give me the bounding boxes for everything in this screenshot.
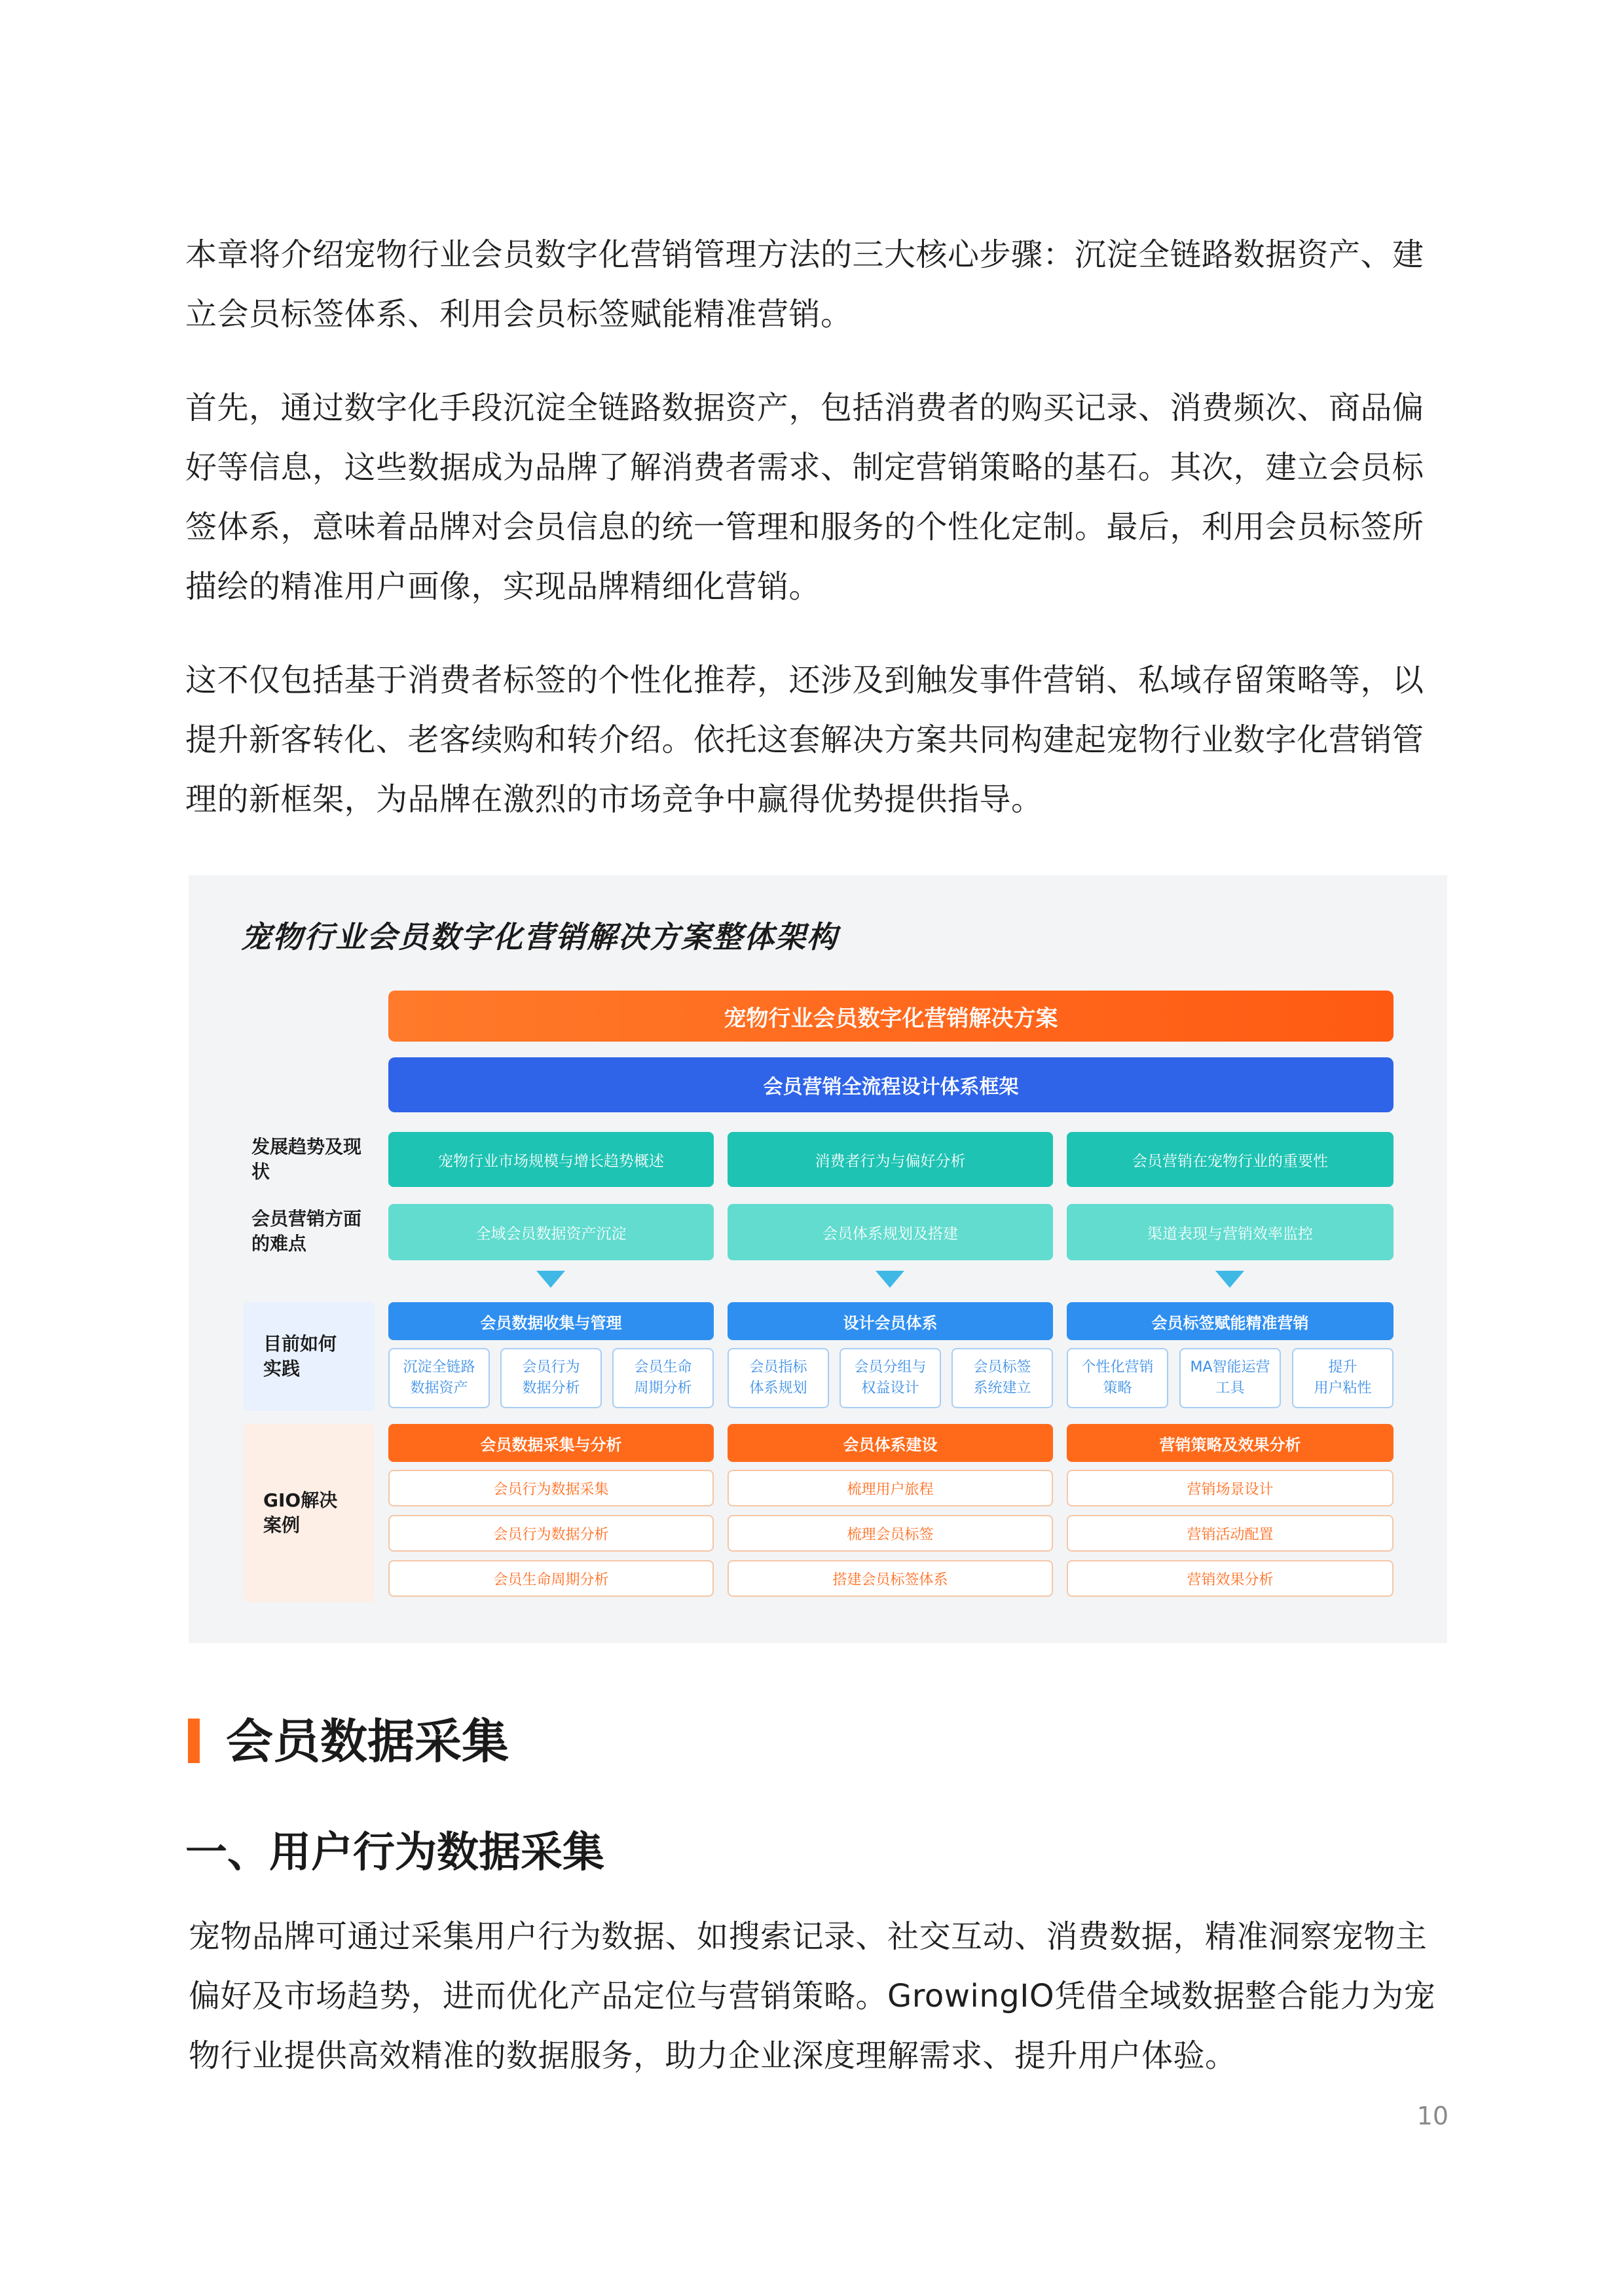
- practice-head: 会员标签赋能精准营销: [1067, 1302, 1393, 1340]
- practice-head: 设计会员体系: [728, 1302, 1053, 1340]
- trend-cell: 消费者行为与偏好分析: [728, 1132, 1053, 1187]
- practice-item: 会员生命 周期分析: [612, 1348, 714, 1408]
- difficulty-cell: 渠道表现与营销效率监控: [1067, 1204, 1393, 1260]
- difficulty-cell: 全域会员数据资产沉淀: [388, 1204, 714, 1260]
- gio-item: 会员行为数据采集: [388, 1470, 714, 1506]
- gio-item: 梳理会员标签: [728, 1515, 1053, 1552]
- gio-item: 营销效果分析: [1067, 1560, 1393, 1597]
- arrow-down-icon: [536, 1271, 565, 1288]
- gio-item: 营销场景设计: [1067, 1470, 1393, 1506]
- practice-item: 会员分组与 权益设计: [840, 1348, 941, 1408]
- practice-head: 会员数据收集与管理: [388, 1302, 714, 1340]
- steps-paragraph: 首先，通过数字化手段沉淀全链路数据资产，包括消费者的购买记录、消费频次、商品偏好等信息，这些数据成为品牌了解消费者需求、制定营销策略的基石。其次，建立会员标签体系，意味着品牌对会员信息的统一管理和服务的个性化定制。最后，利用会员标签所描绘的精准用户画像，实现品牌精细化营销。: [185, 390, 1424, 605]
- gio-head: 会员体系建设: [728, 1424, 1053, 1462]
- behavior-data-paragraph: 宠物品牌可通过采集用户行为数据、如搜索记录、社交互动、消费数据，精准洞察宠物主偏好及市场趋势，进而优化产品定位与营销策略。GrowingIO凭借全域数据整合能力为宠物行业提供高效精准的数据服务，助力企业深度理解需求、提升用户体验。: [189, 1918, 1436, 2074]
- diagram-title: 宠物行业会员数字化营销解决方案整体架构: [241, 919, 838, 955]
- gio-item: 搭建会员标签体系: [728, 1560, 1053, 1597]
- row-label-practice: 目前如何实践: [244, 1302, 375, 1411]
- row-label-trend: 发展趋势及现状: [244, 1131, 375, 1188]
- practice-item: 会员标签 系统建立: [951, 1348, 1053, 1408]
- row-label-gio: GIO解决案例: [244, 1424, 375, 1602]
- sub-title: 一、用户行为数据采集: [185, 1829, 604, 1877]
- row-label-difficulty: 会员营销方面的难点: [244, 1203, 375, 1260]
- practice-item: 沉淀全链路 数据资产: [388, 1348, 490, 1408]
- section-title: 会员数据采集: [226, 1714, 509, 1769]
- practice-item: 个性化营销 策略: [1067, 1348, 1168, 1408]
- solution-bar: 宠物行业会员数字化营销解决方案: [388, 991, 1393, 1042]
- practice-item: MA智能运营 工具: [1179, 1348, 1281, 1408]
- gio-head: 会员数据采集与分析: [388, 1424, 714, 1462]
- practice-item: 提升 用户粘性: [1292, 1348, 1393, 1408]
- gio-item: 营销活动配置: [1067, 1515, 1393, 1552]
- framework-bar: 会员营销全流程设计体系框架: [388, 1057, 1393, 1112]
- gio-item: 会员生命周期分析: [388, 1560, 714, 1597]
- section-accent-bar: [188, 1719, 200, 1763]
- gio-item: 会员行为数据分析: [388, 1515, 714, 1552]
- gio-item: 梳理用户旅程: [728, 1470, 1053, 1506]
- framework-paragraph: 这不仅包括基于消费者标签的个性化推荐，还涉及到触发事件营销、私域存留策略等，以提升新客转化、老客续购和转介绍。依托这套解决方案共同构建起宠物行业数字化营销管理的新框架，为品牌在激烈的市场竞争中赢得优势提供指导。: [185, 662, 1424, 818]
- arrow-down-icon: [1215, 1271, 1244, 1288]
- gio-head: 营销策略及效果分析: [1067, 1424, 1393, 1462]
- trend-cell: 会员营销在宠物行业的重要性: [1067, 1132, 1393, 1187]
- trend-cell: 宠物行业市场规模与增长趋势概述: [388, 1132, 714, 1187]
- practice-item: 会员行为 数据分析: [500, 1348, 602, 1408]
- difficulty-cell: 会员体系规划及搭建: [728, 1204, 1053, 1260]
- intro-paragraph: 本章将介绍宠物行业会员数字化营销管理方法的三大核心步骤：沉淀全链路数据资产、建立会员标签体系、利用会员标签赋能精准营销。: [185, 236, 1424, 333]
- practice-item: 会员指标 体系规划: [728, 1348, 829, 1408]
- page-number: 10: [1416, 2102, 1449, 2130]
- architecture-diagram: [189, 875, 1447, 1643]
- arrow-down-icon: [876, 1271, 904, 1288]
